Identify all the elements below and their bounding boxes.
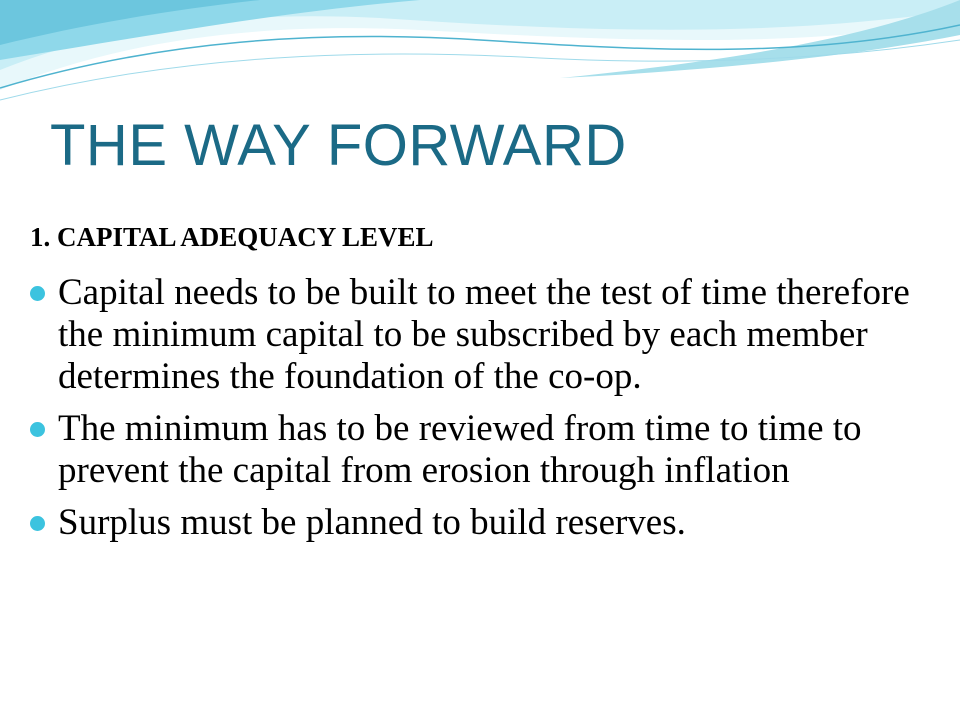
bullet-item [30,502,930,544]
header-wave-decoration [0,0,960,120]
bullet-list [30,272,930,554]
bullet-dot-icon [30,422,45,437]
bullet-text: The minimum has to be reviewed from time to time to prevent the capital from erosion through inflation [58,408,862,491]
bullet-dot-icon [30,286,45,301]
bullet-item [30,408,930,492]
section-heading: 1. CAPITAL ADEQUACY LEVEL [30,222,434,252]
bullet-text: Surplus must be planned to build reserves. [58,502,686,543]
bullet-dot-icon [30,516,45,531]
slide-title: THE WAY FORWARD [50,113,627,178]
bullet-item [30,272,930,398]
bullet-text: Capital needs to be built to meet the test of time therefore the minimum capital to be subscribed by each member determines the foundation of the co-op. [58,272,910,397]
